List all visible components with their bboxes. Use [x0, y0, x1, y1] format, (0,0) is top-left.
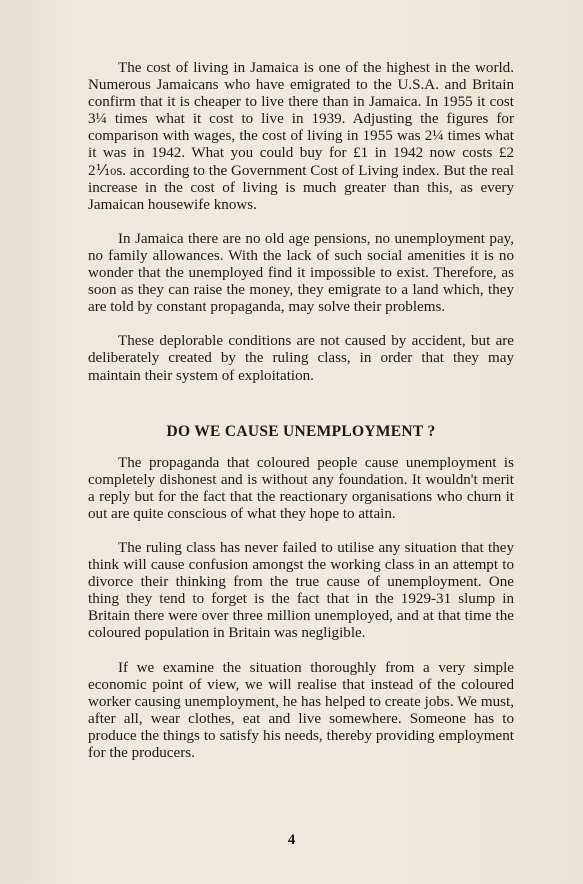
- paragraph-propaganda: The propaganda that coloured people cause unemployment is completely dishonest and is without any foundation. It wouldn't merit a reply but for the fact that the reactionary organisations who churn it out are quite conscious of what they hope to attain.: [88, 454, 514, 522]
- paragraph-cost-of-living: The cost of living in Jamaica is one of the highest in the world. Numerous Jamaicans who have emigrated to the U.S.A. and Britain confirm that it is cheaper to live there than in Jamaica. In 1955 it cost 3¼ times what it cost to live in 1939. Adjusting the figures for comparison with wages, the cost of living in 1955 was 2¼ times what it was in 1942. What you could buy for £1 in 1942 now costs £2 2⅒s. according to the Government Cost of Living index. But the real increase in the cost of living is much greater than this, as every Jamaican housewife knows.: [88, 60, 514, 213]
- body-text: [88, 60, 514, 762]
- paragraph-deplorable-conditions: These deplorable conditions are not caused by accident, but are deliberately created by the ruling class, in order that they may maintain their system of exploitation.: [88, 333, 514, 384]
- section-heading: DO WE CAUSE UNEMPLOYMENT ?: [166, 422, 436, 440]
- paragraph-social-amenities: In Jamaica there are no old age pensions, no unemployment pay, no family allowances. With the lack of such social amenities it is no wonder that the unemployed find it impossible to exist. Therefore, as soon as they can raise the money, they emigrate to a land which, they are told by constant propaganda, may solve their problems.: [88, 230, 514, 316]
- paragraph-economic-view: If we examine the situation thoroughly from a very simple economic point of view, we will realise that instead of the coloured worker causing unemployment, he has helped to create jobs. We must, after all, wear clothes, eat and live somewhere. Someone has to produce the things to satisfy his needs, thereby providing employment for the producers.: [88, 659, 514, 761]
- page-number: 4: [287, 832, 296, 848]
- paragraph-ruling-class: The ruling class has never failed to utilise any situation that they think will cause confusion amongst the working class in an attempt to divorce their thinking from the true cause of unemployment. One thing they tend to forget is the fact that in the 1929-31 slump in Britain there were over three million unemployed, and at that time the coloured population in Britain was negligible.: [88, 539, 514, 642]
